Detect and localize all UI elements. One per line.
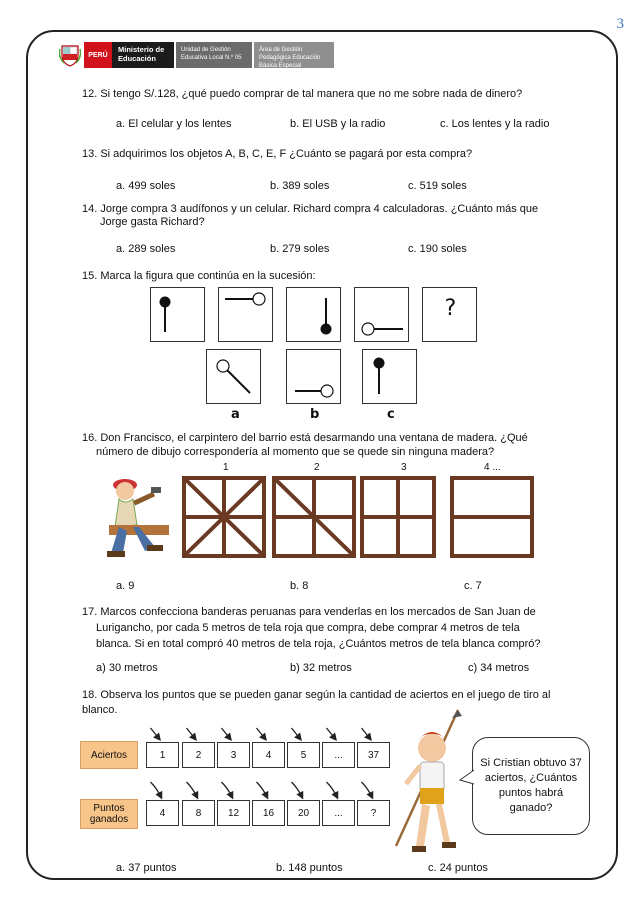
q17-option-a[interactable]: a) 30 metros — [96, 662, 158, 674]
puntos-arrow — [292, 782, 302, 796]
aciertos-cell: 37 — [357, 742, 390, 768]
q17-option-b[interactable]: b) 32 metros — [290, 662, 352, 674]
q18-option-c[interactable]: c. 24 puntos — [428, 862, 488, 874]
q12-text: 12. Si tengo S/.128, ¿qué puedo comprar de tal manera que no me sobre nada de dinero? — [82, 88, 523, 100]
puntos-label — [80, 799, 138, 829]
puntos-arrow — [151, 782, 161, 796]
sequence-figure-question — [422, 287, 477, 342]
aciertos-cell: 3 — [217, 742, 250, 768]
aciertos-cell: 2 — [182, 742, 215, 768]
aciertos-cell: ... — [322, 742, 355, 768]
sequence-figure-4 — [354, 287, 409, 342]
puntos-cell: 12 — [217, 800, 250, 826]
puntos-arrow — [327, 782, 337, 796]
q16-option-b[interactable]: b. 8 — [290, 580, 309, 592]
q16-option-c[interactable]: c. 7 — [464, 580, 482, 592]
aciertos-arrow — [257, 728, 265, 738]
q14-option-c[interactable]: c. 190 soles — [408, 243, 467, 255]
puntos-arrow — [222, 782, 232, 796]
q17-option-c[interactable]: c) 34 metros — [468, 662, 530, 674]
puntos-cell: 16 — [252, 800, 285, 826]
puntos-cell: 20 — [287, 800, 320, 826]
aciertos-arrow — [327, 728, 335, 738]
q14-option-b[interactable]: b. 279 soles — [270, 243, 330, 255]
answer-label-c: c — [387, 407, 395, 422]
q13-text: 13. Si adquirimos los objetos A, B, C, E, F ¿Cuánto se pagará por esta compra? — [82, 148, 473, 160]
aciertos-arrow — [292, 728, 300, 738]
q18-text-line1: 18. Observa los puntos que se pueden ganar según la cantidad de aciertos en el juego de tiro al — [82, 689, 551, 701]
country-label: PERÚ — [84, 42, 112, 68]
window-label-3: 3 — [401, 462, 407, 473]
q13-option-a[interactable]: a. 499 soles — [116, 180, 176, 192]
puntos-cell: ... — [322, 800, 355, 826]
coat-of-arms-icon — [56, 42, 84, 68]
q17-text-line3: blanca. Si en total compró 40 metros de tela roja, ¿Cuántos metros de tela blanca compró? — [96, 638, 541, 650]
answer-label-a: a — [231, 407, 240, 422]
ministry-header — [56, 42, 334, 68]
puntos-cell: 4 — [146, 800, 179, 826]
window-2 — [274, 478, 354, 556]
q14-text-line2: Jorge gasta Richard? — [100, 216, 205, 228]
aciertos-arrow — [222, 728, 230, 738]
child-javelin-illustration — [386, 706, 470, 872]
window-3 — [362, 478, 434, 556]
puntos-label-line2: ganados — [89, 814, 129, 825]
answer-figure-c[interactable] — [362, 349, 417, 404]
puntos-arrow — [362, 782, 372, 796]
aciertos-label: Aciertos — [80, 741, 138, 769]
q14-text-line1: 14. Jorge compra 3 audífonos y un celular. Richard compra 4 calculadoras. ¿Cuánto más que — [82, 203, 539, 215]
aciertos-arrow — [362, 728, 370, 738]
puntos-arrow — [187, 782, 197, 796]
q18-option-b[interactable]: b. 148 puntos — [276, 862, 343, 874]
bubble-tail — [458, 768, 474, 788]
area-label: Área de Gestión Pedagógica Educación Básica Especial — [254, 42, 334, 68]
aciertos-arrow — [151, 728, 159, 738]
window-4 — [452, 478, 532, 556]
speech-bubble: Si Cristian obtuvo 37 aciertos, ¿Cuántos puntos habrá ganado? — [472, 737, 590, 835]
q13-option-c[interactable]: c. 519 soles — [408, 180, 467, 192]
aciertos-arrow — [187, 728, 195, 738]
puntos-cell: 8 — [182, 800, 215, 826]
sequence-figure-3 — [286, 287, 341, 342]
q17-text-line2: Lurigancho, por cada 5 metros de tela roja que compra, debe comprar 4 metros de tela — [96, 622, 520, 634]
answer-figure-a[interactable] — [206, 349, 261, 404]
window-1 — [184, 478, 264, 556]
window-label-1: 1 — [223, 462, 229, 473]
puntos-cell: ? — [357, 800, 390, 826]
q14-option-a[interactable]: a. 289 soles — [116, 243, 176, 255]
aciertos-cell: 4 — [252, 742, 285, 768]
answer-label-b: b — [310, 407, 320, 422]
ugel-label: Unidad de Gestión Educativa Local N.º 05 — [176, 42, 252, 68]
aciertos-cell: 1 — [146, 742, 179, 768]
q16-text-line2: número de dibujo correspondería al momento que se quede sin ninguna madera? — [96, 446, 495, 458]
q12-option-c[interactable]: c. Los lentes y la radio — [440, 118, 550, 130]
window-label-4: 4 ... — [484, 462, 501, 473]
sequence-figure-1 — [150, 287, 205, 342]
carpenter-illustration — [103, 465, 175, 560]
sequence-arrows — [140, 724, 400, 806]
q17-text-line1: 17. Marcos confecciona banderas peruanas para venderlas en los mercados de San Juan de — [82, 606, 536, 618]
window-frames — [180, 474, 540, 562]
q18-option-a[interactable]: a. 37 puntos — [116, 862, 177, 874]
ministry-label: Ministerio de Educación — [112, 42, 174, 68]
aciertos-cell: 5 — [287, 742, 320, 768]
answer-figure-b[interactable] — [286, 349, 341, 404]
q15-text: 15. Marca la figura que continúa en la sucesión: — [82, 270, 316, 282]
sequence-figure-2 — [218, 287, 273, 342]
q12-option-a[interactable]: a. El celular y los lentes — [116, 118, 232, 130]
q16-option-a[interactable]: a. 9 — [116, 580, 135, 592]
window-label-2: 2 — [314, 462, 320, 473]
puntos-arrow — [257, 782, 267, 796]
page-number: 3 — [616, 16, 624, 32]
q18-text-line2: blanco. — [82, 704, 118, 716]
q13-option-b[interactable]: b. 389 soles — [270, 180, 330, 192]
q16-text-line1: 16. Don Francisco, el carpintero del barrio está desarmando una ventana de madera. ¿Qué — [82, 432, 528, 444]
puntos-label-line1: Puntos — [93, 803, 125, 814]
question-mark: ? — [444, 296, 457, 321]
q12-option-b[interactable]: b. El USB y la radio — [290, 118, 386, 130]
